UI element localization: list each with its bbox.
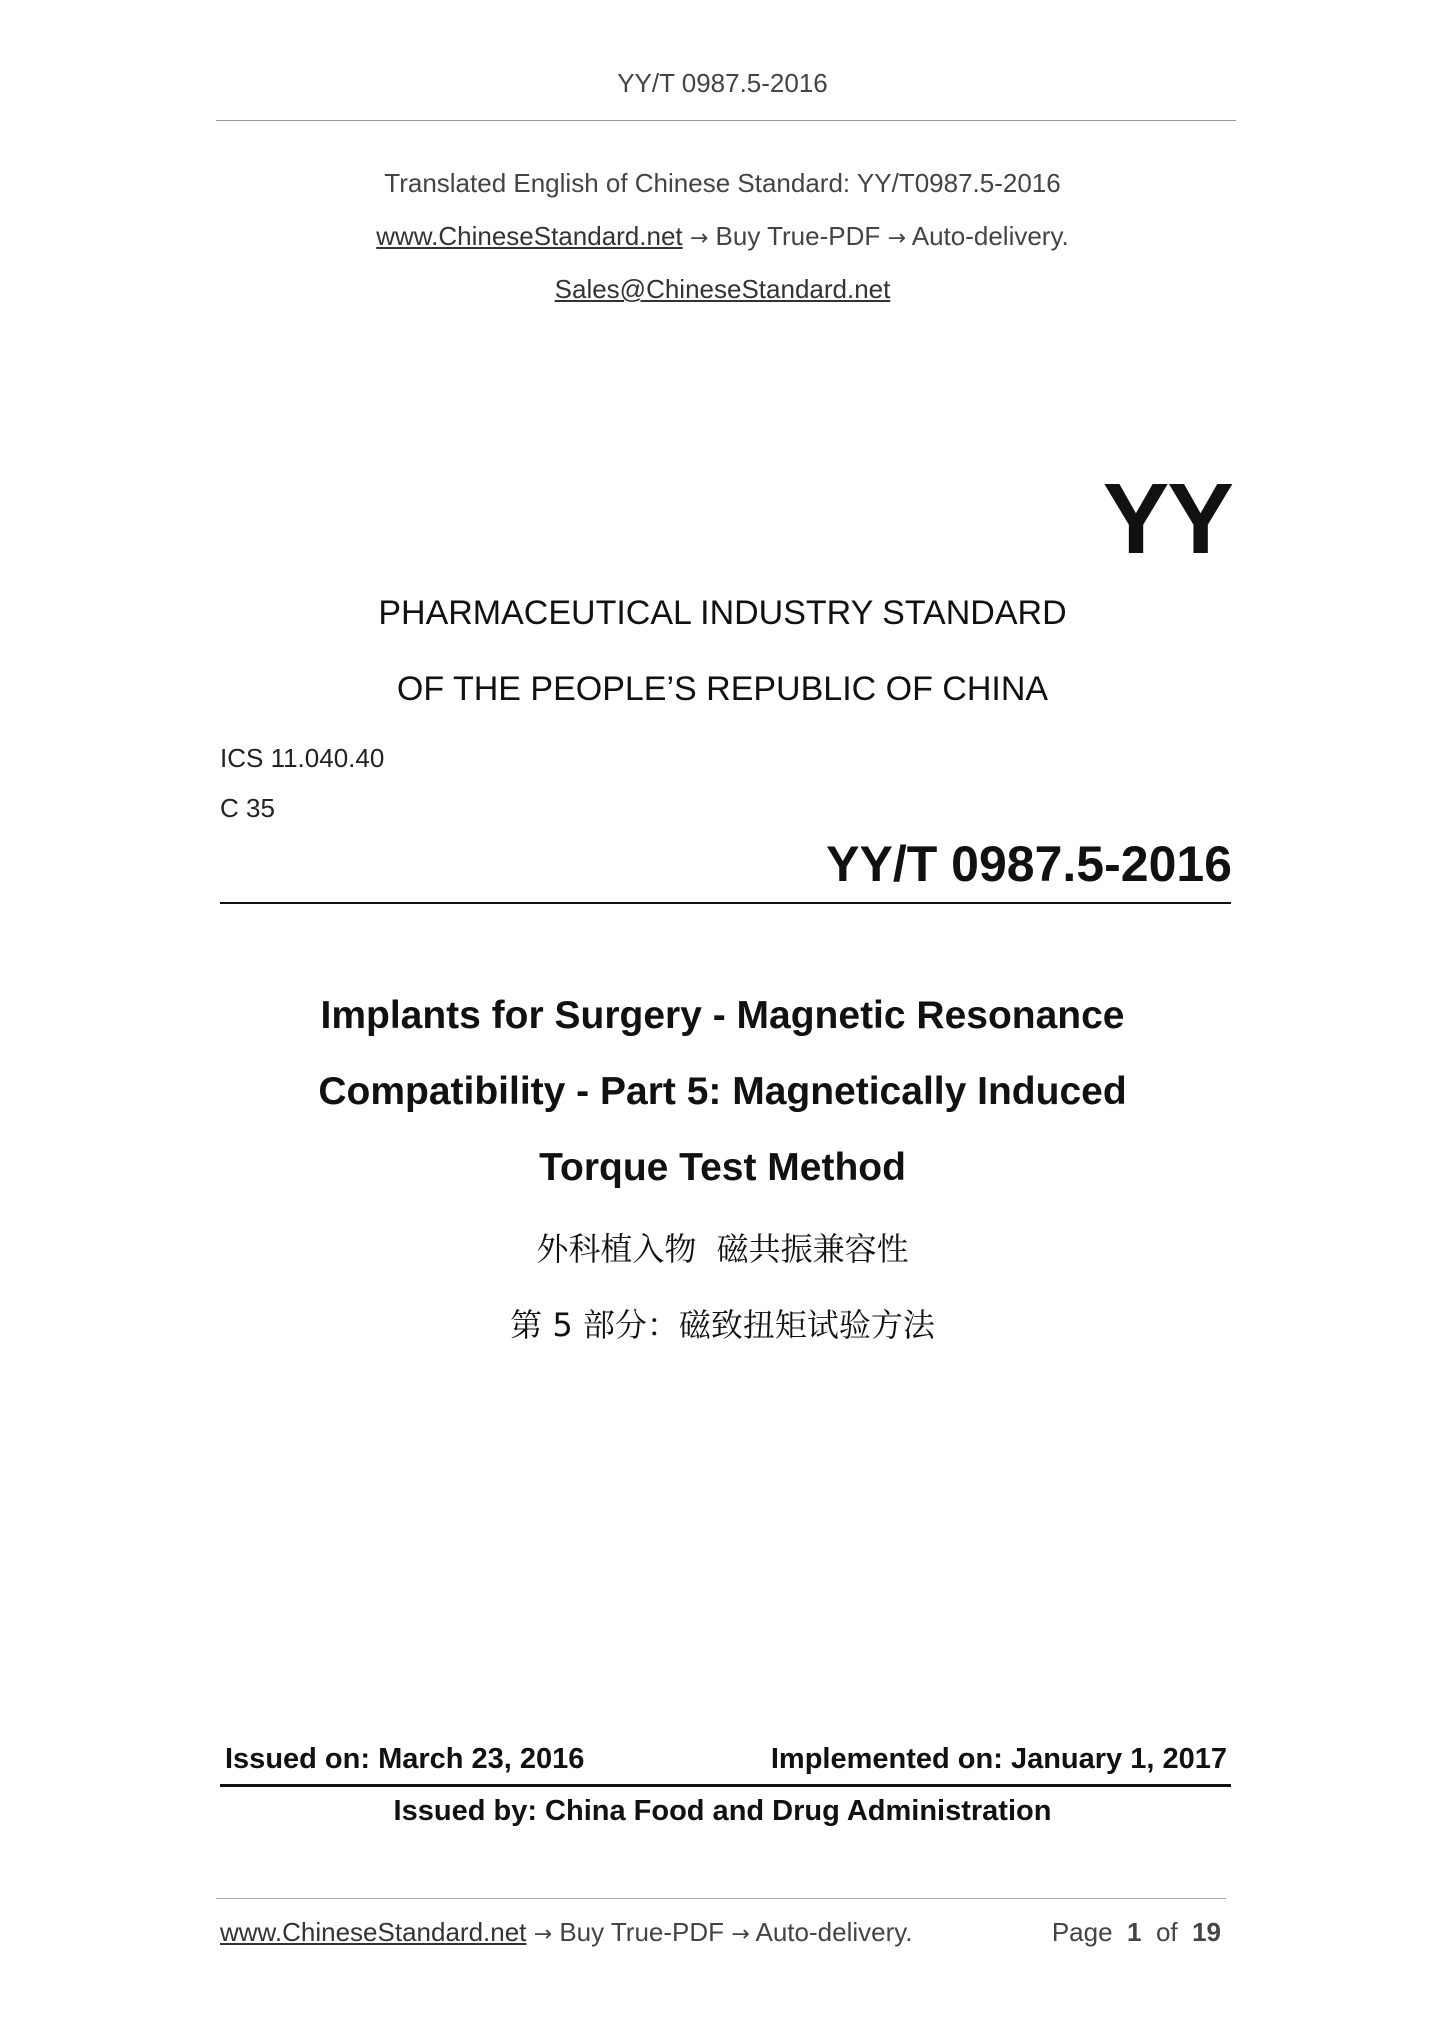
site-link[interactable]: www.ChineseStandard.net <box>376 221 683 251</box>
footer-auto-delivery-text: Auto-delivery. <box>755 1917 913 1947</box>
standard-type-line2: OF THE PEOPLE’S REPUBLIC OF CHINA <box>396 670 1049 708</box>
footer-divider <box>216 1898 1226 1899</box>
page-total: 19 <box>1192 1917 1221 1947</box>
buy-text: Buy True-PDF <box>715 221 881 251</box>
standard-number: YY/T 0987.5-2016 <box>826 836 1232 892</box>
page-current: 1 <box>1127 1917 1142 1947</box>
email-line <box>0 274 1445 305</box>
arrow-right-icon: → <box>689 226 709 251</box>
standard-type-line1: PHARMACEUTICAL INDUSTRY STANDARD <box>378 594 1067 632</box>
ccs-code: C 35 <box>220 793 275 823</box>
issued-by: Issued by: China Food and Drug Administration <box>393 1795 1052 1827</box>
footer-purchase-line <box>220 1917 913 1948</box>
arrow-right-icon: → <box>533 1922 553 1947</box>
arrow-right-icon: → <box>887 226 906 251</box>
page-indicator <box>1052 1917 1221 1948</box>
auto-delivery-text: Auto-delivery. <box>911 221 1069 251</box>
page-of: of <box>1155 1917 1178 1947</box>
arrow-right-icon: → <box>731 1922 750 1947</box>
page-label: Page <box>1051 1917 1113 1947</box>
footer-buy-text: Buy True-PDF <box>559 1917 725 1947</box>
issued-date: Issued on: March 23, 2016 <box>225 1743 585 1775</box>
header-divider <box>216 120 1236 121</box>
title-cn-line2: 第 5 部分：磁致扭矩试验方法 <box>510 1306 935 1344</box>
ics-code: ICS 11.040.40 <box>220 743 385 773</box>
email-link[interactable]: Sales@ChineseStandard.net <box>554 274 891 304</box>
implemented-date: Implemented on: January 1, 2017 <box>770 1743 1227 1775</box>
title-en-line2: Compatibility - Part 5: Magnetically Induced <box>318 1070 1127 1113</box>
standard-logo-code: YY <box>1102 463 1232 575</box>
footer-site-link[interactable]: www.ChineseStandard.net <box>220 1917 527 1947</box>
purchase-line <box>0 221 1445 252</box>
title-en-line3: Torque Test Method <box>539 1146 906 1189</box>
translation-note: Translated English of Chinese Standard: YY/T0987.5-2016 <box>384 168 1061 198</box>
title-cn-line1: 外科植入物 磁共振兼容性 <box>536 1230 909 1268</box>
dates-divider <box>220 1784 1231 1787</box>
title-en-line1: Implants for Surgery - Magnetic Resonance <box>320 994 1125 1037</box>
running-header: YY/T 0987.5-2016 <box>617 68 828 98</box>
standard-number-divider <box>220 902 1231 904</box>
